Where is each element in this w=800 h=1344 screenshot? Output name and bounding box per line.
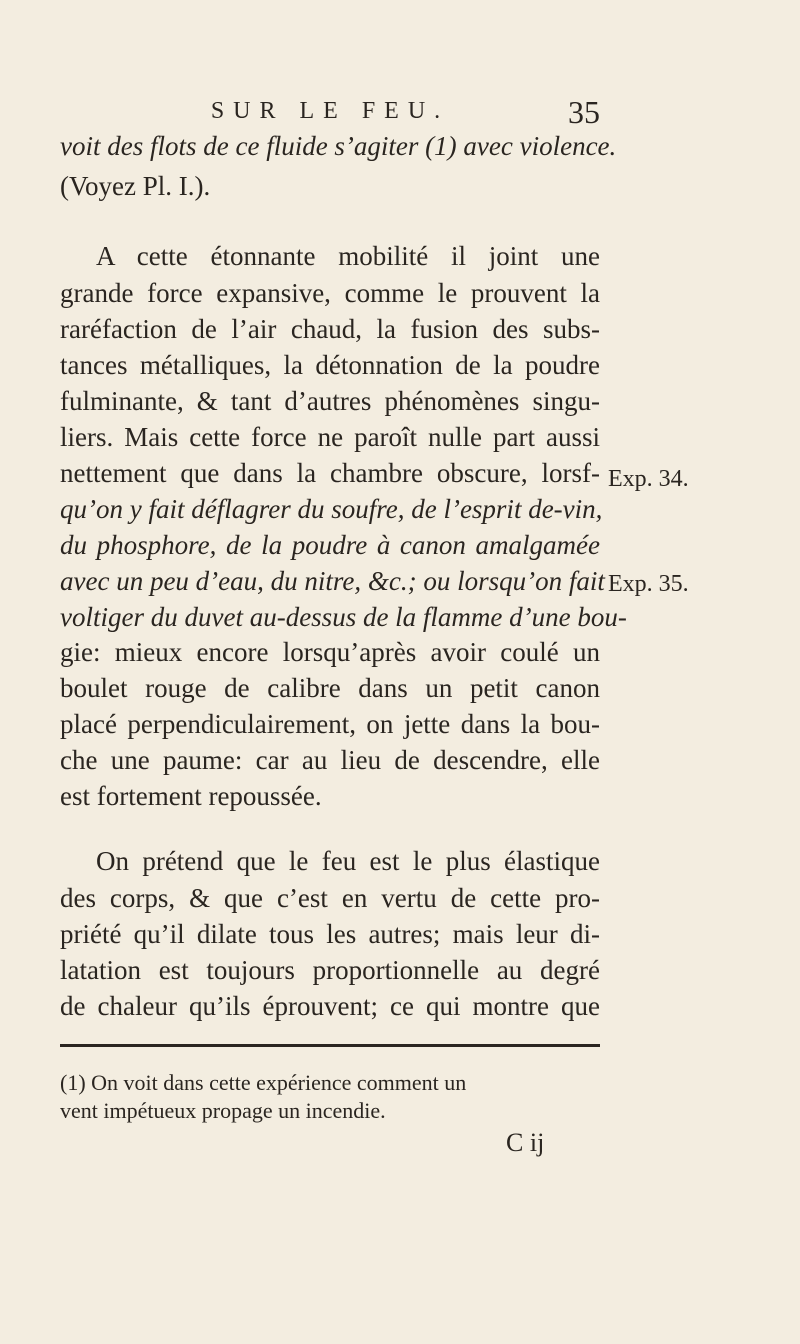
margin-note-exp-34: Exp. 34.: [608, 466, 689, 492]
text-line: voltiger du duvet au-dessus de la flamme d’une bou-: [60, 602, 627, 632]
text-line: boulet rouge de calibre dans un petit canon: [60, 673, 600, 703]
text-line: voit des flots de ce fluide s’agiter (1) avec violence.: [60, 131, 617, 161]
text-line: raréfaction de l’air chaud, la fusion des subs-: [60, 314, 600, 344]
text-line: (Voyez Pl. I.).: [60, 171, 211, 201]
text-line: avec un peu d’eau, du nitre, &c.; ou lorsqu’on fait: [60, 566, 605, 596]
margin-note-exp-35: Exp. 35.: [608, 571, 689, 597]
footnote-rule: [60, 1044, 600, 1047]
text-line: latation est toujours proportionnelle au degré: [60, 955, 600, 985]
text-line: est fortement repoussée.: [60, 781, 322, 811]
signature-mark: C ij: [506, 1128, 545, 1157]
page-number: 35: [568, 94, 600, 130]
text-line: priété qu’il dilate tous les autres; mais leur di-: [60, 919, 600, 949]
text-line: A cette étonnante mobilité il joint une: [96, 241, 600, 271]
footnote-line: (1) On voit dans cette expérience comment un: [60, 1070, 467, 1095]
text-line: placé perpendiculairement, on jette dans la bou-: [60, 709, 600, 739]
footnote-line: vent impétueux propage un incendie.: [60, 1098, 386, 1123]
text-line: tances métalliques, la détonnation de la poudre: [60, 350, 600, 380]
text-line: fulminante, & tant d’autres phénomènes singu-: [60, 386, 600, 416]
text-line: de chaleur qu’ils éprouvent; ce qui montre que: [60, 991, 600, 1021]
text-line: qu’on y fait déflagrer du soufre, de l’esprit de-vin,: [60, 494, 603, 524]
text-line: gie: mieux encore lorsqu’après avoir coulé un: [60, 637, 600, 667]
text-line: grande force expansive, comme le prouvent la: [60, 278, 600, 308]
text-line: On prétend que le feu est le plus élastique: [96, 846, 600, 876]
text-line: liers. Mais cette force ne paroît nulle part aussi: [60, 422, 600, 452]
text-line: du phosphore, de la poudre à canon amalgamée: [60, 530, 600, 560]
text-line: che une paume: car au lieu de descendre, elle: [60, 745, 600, 775]
text-line: des corps, & que c’est en vertu de cette pro-: [60, 883, 600, 913]
text-line: nettement que dans la chambre obscure, lorsf-: [60, 458, 600, 488]
running-title: SUR LE FEU.: [210, 98, 450, 124]
